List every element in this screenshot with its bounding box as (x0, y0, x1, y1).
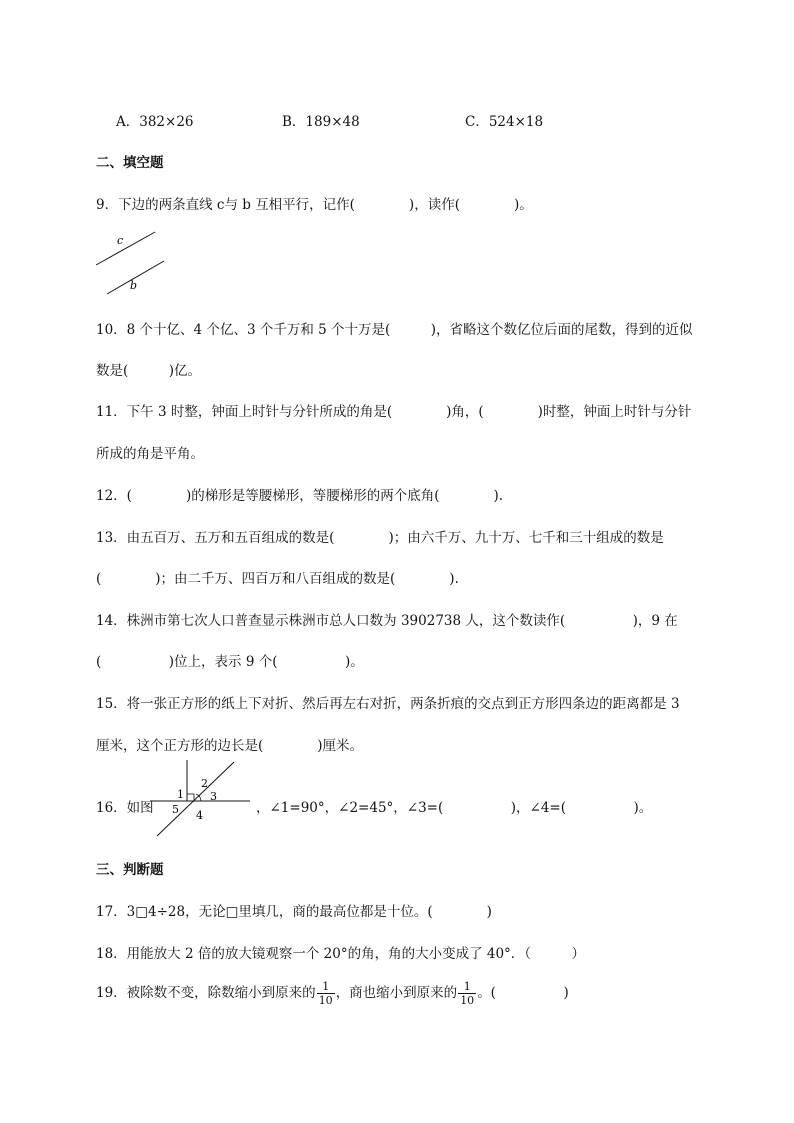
q16-prefix: 16．如图 (96, 800, 154, 816)
q19-part1: 19．被除数不变，除数缩小到原来的 (96, 985, 316, 1001)
angle-label-4: 4 (196, 809, 203, 822)
fraction-numerator-2: 1 (458, 980, 476, 994)
q16-suffix: ，∠1=90°，∠2=45°，∠3=( )，∠4=( )。 (256, 800, 653, 816)
q17-text: 17．3□4÷28，无论□里填几，商的最高位都是十位。( ) (96, 904, 492, 920)
q14-line2: ( )位上，表示 9 个( )。 (96, 654, 364, 670)
section-title-true-false: 三、判断题 (96, 862, 164, 878)
q19-part2: ，商也缩小到原来的 (335, 985, 458, 1001)
fraction-one-tenth (317, 980, 335, 1007)
line-c (96, 232, 155, 265)
q8-option-c: C．524×18 (465, 114, 544, 130)
q15-line1: 15．将一张正方形的纸上下对折、然后再左右对折，两条折痕的交点到正方形四条边的距离都是 3 (96, 696, 680, 712)
q8-option-a: A．382×26 (116, 114, 194, 130)
q11-line1: 11．下午 3 时整，钟面上时针与分针所成的角是( )角，( )时整，钟面上时针与分针 (96, 404, 692, 420)
q8-option-b: B．189×48 (282, 114, 360, 130)
fraction-denominator: 10 (318, 994, 333, 1007)
fraction-denominator-2: 10 (460, 994, 475, 1007)
angle-label-3: 3 (210, 790, 217, 803)
angle-label-2: 2 (201, 777, 208, 790)
q18-text: 18．用能放大 2 倍的放大镜观察一个 20°的角，角的大小变成了 40°．（ ） (96, 946, 586, 962)
section-title-fill-in: 二、填空题 (96, 155, 164, 171)
fraction-numerator: 1 (317, 980, 335, 994)
q9-text: 9．下边的两条直线 c与 b 互相平行，记作( )，读作( )。 (96, 197, 533, 213)
q12-text: 12．( )的梯形是等腰梯形，等腰梯形的两个底角( ). (96, 488, 504, 504)
angle-label-1: 1 (177, 788, 184, 801)
label-b: b (130, 279, 138, 292)
q15-line2: 厘米，这个正方形的边长是( )厘米。 (96, 738, 364, 754)
label-c: c (117, 234, 124, 247)
right-angle-mark (187, 794, 194, 801)
angles-figure (150, 760, 254, 838)
parallel-lines-figure (94, 228, 164, 296)
angle-label-5: 5 (172, 803, 179, 816)
q19-part3: 。( ) (477, 985, 569, 1001)
q13-line2: ( )；由二千万、四百万和八百组成的数是( ). (96, 571, 459, 587)
q11-line2: 所成的角是平角。 (96, 446, 204, 462)
q14-line1: 14．株洲市第七次人口普查显示株洲市总人口数为 3902738 人，这个数读作( )，9 在 (96, 613, 678, 629)
q10-line2: 数是( )亿。 (96, 363, 202, 379)
q8-options (0, 110, 794, 128)
q13-line1: 13．由五百万、五万和五百组成的数是( )；由六千万、九十万、七千和三十组成的数是 (96, 530, 664, 546)
q19-text (96, 978, 569, 1008)
fraction-one-tenth-2 (458, 980, 476, 1007)
q10-line1: 10．8 个十亿、4 个亿、3 个千万和 5 个十万是( )，省略这个数亿位后面的尾数，得到的近似 (96, 322, 693, 338)
slanted-line (157, 762, 234, 836)
